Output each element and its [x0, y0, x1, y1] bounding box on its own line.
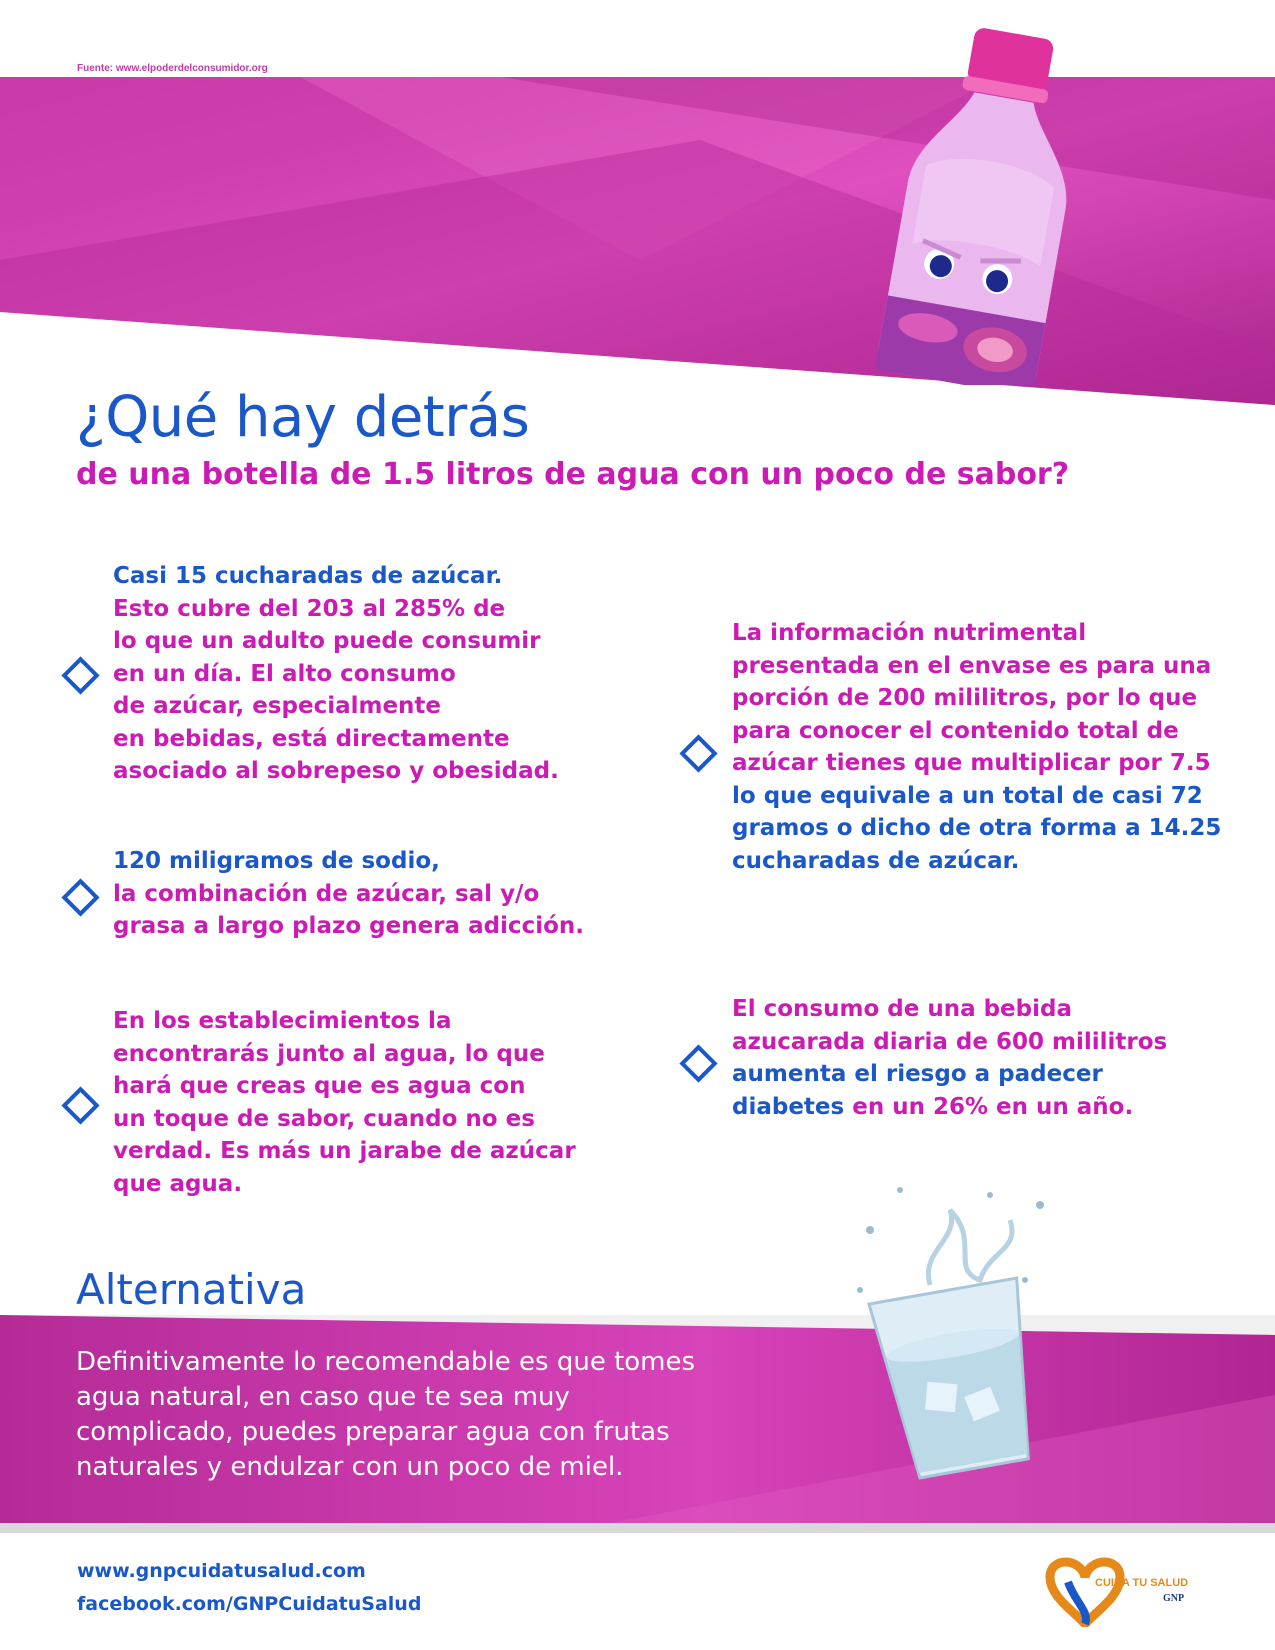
fact-line: hará que creas que es agua con — [113, 1073, 526, 1099]
fact-line: para conocer el contenido total de — [732, 717, 1179, 744]
alt-line: agua natural, en caso que te sea muy — [76, 1382, 570, 1412]
diamond-bullet-icon — [679, 734, 717, 772]
fact-line: El consumo de una bebida — [732, 996, 1072, 1022]
fact-line: azúcar tienes que multiplicar por 7.5 — [732, 750, 1211, 776]
diamond-bullet-icon — [61, 878, 99, 916]
fact-line: en bebidas, está directamente — [113, 725, 510, 752]
fact-diabetes — [732, 993, 1252, 1123]
facebook-link[interactable]: facebook.com/GNPCuidatuSalud — [77, 1593, 422, 1615]
fact-sodium — [113, 845, 633, 943]
fact-line: de azúcar, especialmente — [113, 693, 442, 719]
alt-line: Definitivamente lo recomendable es que tomes — [76, 1347, 696, 1377]
fact-word: en un 26% en un año. — [844, 1093, 1134, 1120]
fact-line: verdad. Es más un jarabe de azúcar — [113, 1138, 576, 1164]
fact-line: cucharadas de azúcar. — [732, 847, 1020, 874]
fact-line: azucarada diaria de 600 mililitros — [732, 1028, 1168, 1055]
fact-line: aumenta el riesgo a padecer — [732, 1061, 1103, 1087]
diamond-bullet-icon — [61, 1086, 99, 1124]
alternative-title: Alternativa — [76, 1265, 307, 1314]
fact-line: en un día. El alto consumo — [113, 660, 456, 687]
fact-line — [732, 1091, 1252, 1124]
source-citation: Fuente: www.elpoderdelconsumidor.org — [77, 63, 268, 74]
fact-line: que agua. — [113, 1170, 243, 1197]
heart-logo-icon — [1040, 1552, 1220, 1627]
fact-line: lo que un adulto puede consumir — [113, 628, 541, 654]
fact-word: diabetes — [732, 1093, 845, 1120]
alt-line: complicado, puedes preparar agua con frutas — [76, 1417, 670, 1447]
fact-nutrition — [732, 617, 1262, 877]
logo-brand: GNP — [1163, 1593, 1185, 1604]
fact-line: lo que equivale a un total de casi 72 — [732, 782, 1203, 809]
water-glass-illustration — [840, 1160, 1070, 1480]
footer-divider — [0, 1523, 1275, 1533]
fact-line: presentada en el envase es para una — [732, 652, 1212, 679]
fact-line: la combinación de azúcar, sal y/o — [113, 880, 540, 907]
fact-sodium-lead: 120 miligramos de sodio, — [113, 848, 440, 874]
website-link[interactable]: www.gnpcuidatusalud.com — [77, 1560, 366, 1582]
fact-line: En los establecimientos la — [113, 1008, 452, 1034]
alternative-text — [76, 1345, 836, 1485]
page-subtitle: de una botella de 1.5 litros de agua con un poco de sabor? — [76, 457, 1070, 492]
fact-line: encontrarás junto al agua, lo que — [113, 1040, 545, 1067]
diamond-bullet-icon — [61, 656, 99, 694]
water-bottle-illustration — [860, 25, 1100, 385]
fact-line: grasa a largo plazo genera adicción. — [113, 913, 584, 939]
fact-stores — [113, 1005, 633, 1200]
fact-line: un toque de sabor, cuando no es — [113, 1105, 535, 1132]
fact-line: gramos o dicho de otra forma a 14.25 — [732, 815, 1222, 841]
fact-line: porción de 200 mililitros, por lo que — [732, 685, 1198, 711]
fact-sugar-lead: Casi 15 cucharadas de azúcar. — [113, 563, 503, 589]
fact-line: Esto cubre del 203 al 285% de — [113, 595, 506, 622]
fact-line: La información nutrimental — [732, 620, 1087, 646]
fact-sugar — [113, 560, 623, 788]
diamond-bullet-icon — [679, 1044, 717, 1082]
logo-text: CUIDA TU SALUD — [1095, 1577, 1189, 1589]
fact-line: asociado al sobrepeso y obesidad. — [113, 758, 559, 784]
page-title: ¿Qué hay detrás — [76, 385, 530, 450]
alt-line: naturales y endulzar con un poco de miel. — [76, 1452, 624, 1482]
